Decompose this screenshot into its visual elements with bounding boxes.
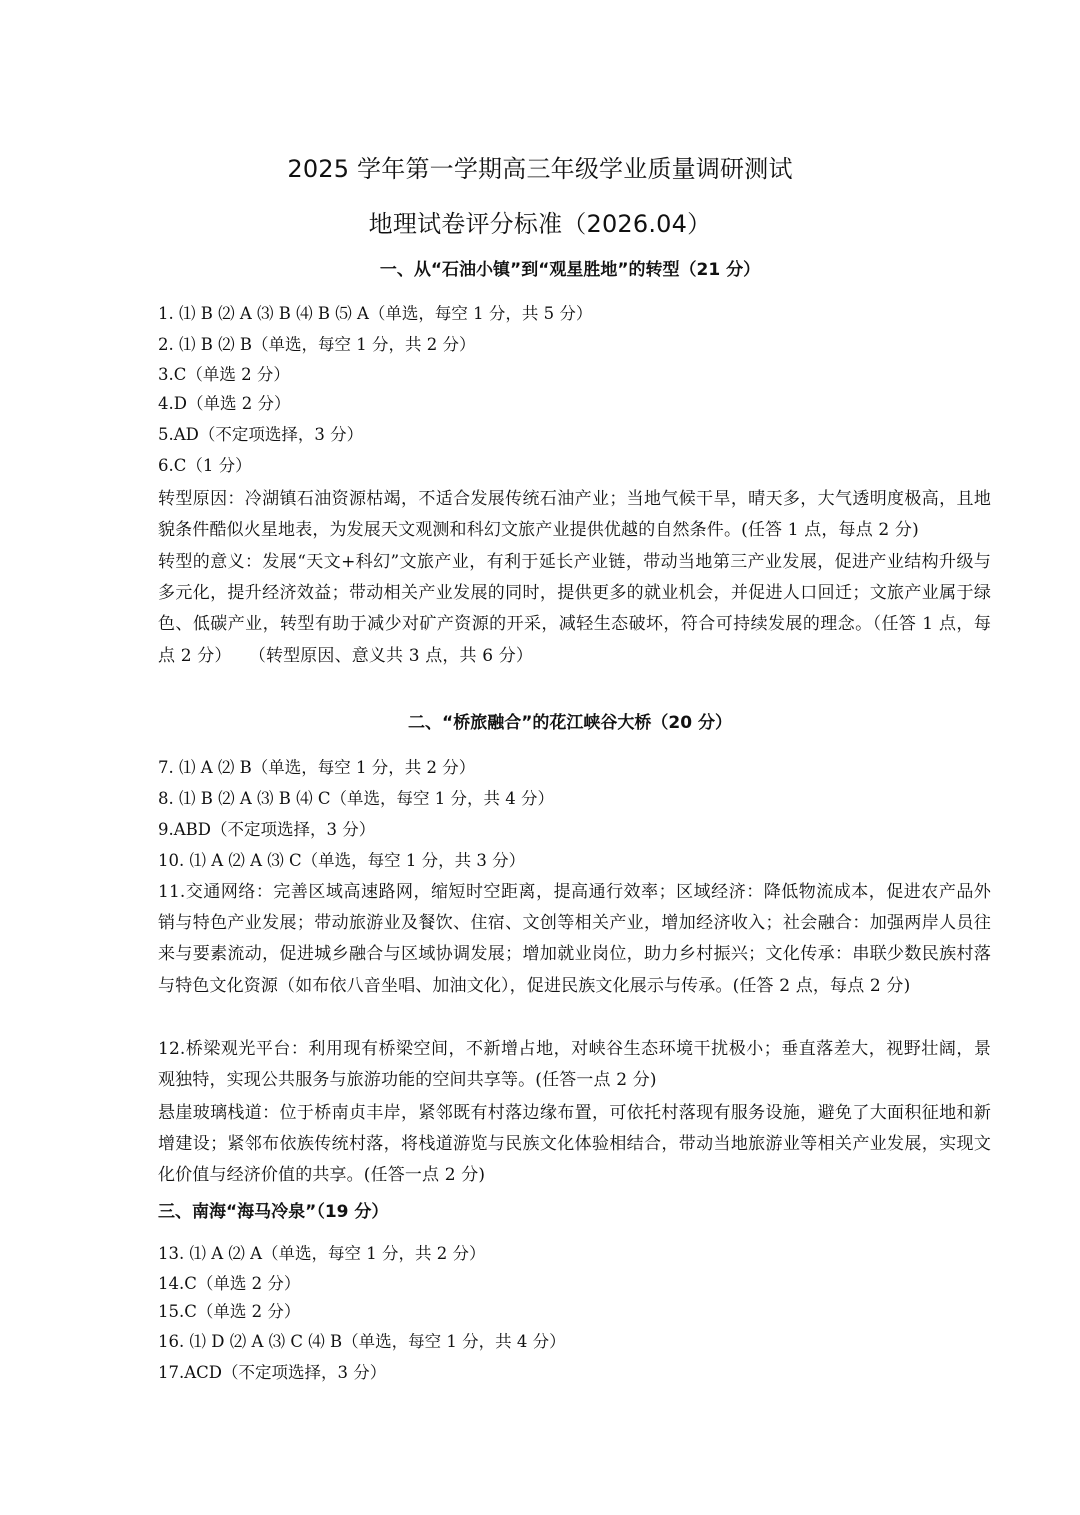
document-title: 2025 学年第一学期高三年级学业质量调研测试 [287, 155, 793, 183]
answer-q8: 8. ⑴ B ⑵ A ⑶ B ⑷ C（单选，每空 1 分，共 4 分） [158, 789, 554, 808]
transformation-reason-paragraph: 转型原因：冷湖镇石油资源枯竭，不适合发展传统石油产业；当地气候干旱，晴天多，大气透明度极高，且地貌条件酷似火星地表，为发展天文观测和科幻文旅产业提供优越的自然条件。(任答 1 点，每点 2 分) [158, 489, 991, 541]
answer-q13: 13. ⑴ A ⑵ A（单选，每空 1 分，共 2 分） [158, 1244, 486, 1263]
answer-q9: 9.ABD（不定项选择，3 分） [158, 820, 376, 839]
answer-q2: 2. ⑴ B ⑵ B（单选，每空 1 分，共 2 分） [158, 335, 476, 354]
answer-q4: 4.D（单选 2 分） [158, 394, 291, 413]
answer-q7: 7. ⑴ A ⑵ B（单选，每空 1 分，共 2 分） [158, 758, 476, 777]
section-1-heading: 一、从“石油小镇”到“观星胜地”的转型（21 分） [379, 260, 761, 280]
answer-q6: 6.C（1 分） [158, 456, 252, 475]
answer-q5: 5.AD（不定项选择，3 分） [158, 425, 364, 444]
answer-q12-glass-walkway-paragraph: 悬崖玻璃栈道：位于桥南贞丰岸，紧邻既有村落边缘布置，可依托村落现有服务设施，避免了大面积征地和新增建设；紧邻布依族传统村落，将栈道游览与民族文化体验相结合，带动当地旅游业等相关产业发展，实现文化价值与经济价值的共享。(任答一点 2 分) [158, 1103, 991, 1186]
document-subtitle: 地理试卷评分标准（2026.04） [368, 210, 712, 238]
answer-q16: 16. ⑴ D ⑵ A ⑶ C ⑷ B（单选，每空 1 分，共 4 分） [158, 1332, 566, 1351]
answer-q10: 10. ⑴ A ⑵ A ⑶ C（单选，每空 1 分，共 3 分） [158, 851, 526, 870]
answer-q17: 17.ACD（不定项选择，3 分） [158, 1363, 387, 1382]
answer-q11-paragraph: 11.交通网络：完善区域高速路网，缩短时空距离，提高通行效率；区域经济：降低物流成本，促进农产品外销与特色产业发展；带动旅游业及餐饮、住宿、文创等相关产业，增加经济收入；社会融合：加强两岸人员往来与要素流动，促进城乡融合与区域协调发展；增加就业岗位，助力乡村振兴；文化传承：串联少数民族村落与特色文化资源（如布依八音坐唱、加油文化），促进民族文化展示与传承。(任答 2 点，每点 2 分) [158, 882, 991, 996]
section-3-heading: 三、南海“海马冷泉”（19 分） [158, 1202, 389, 1222]
answer-q12-platform-paragraph: 12.桥梁观光平台：利用现有桥梁空间，不新增占地，对峡谷生态环境干扰极小；垂直落差大，视野壮阔，景观独特，实现公共服务与旅游功能的空间共享等。(任答一点 2 分) [158, 1039, 991, 1091]
transformation-significance-paragraph: 转型的意义：发展“天文+科幻”文旅产业，有利于延长产业链，带动当地第三产业发展，促进产业结构升级与多元化，提升经济效益；带动相关产业发展的同时，提供更多的就业机会，并促进人口回迁；文旅产业属于绿色、低碳产业，转型有助于减少对矿产资源的开采，减轻生态破坏，符合可持续发展的理念。（任答 1 点，每点 2 分） （转型原因、意义共 3 点，共 6 分） [158, 552, 991, 666]
answer-q1: 1. ⑴ B ⑵ A ⑶ B ⑷ B ⑸ A（单选，每空 1 分，共 5 分） [158, 304, 593, 323]
answer-q15: 15.C（单选 2 分） [158, 1302, 301, 1321]
section-2-heading: 二、“桥旅融合”的花江峡谷大桥（20 分） [408, 713, 732, 733]
answer-q14: 14.C（单选 2 分） [158, 1274, 301, 1293]
answer-q3: 3.C（单选 2 分） [158, 365, 290, 384]
